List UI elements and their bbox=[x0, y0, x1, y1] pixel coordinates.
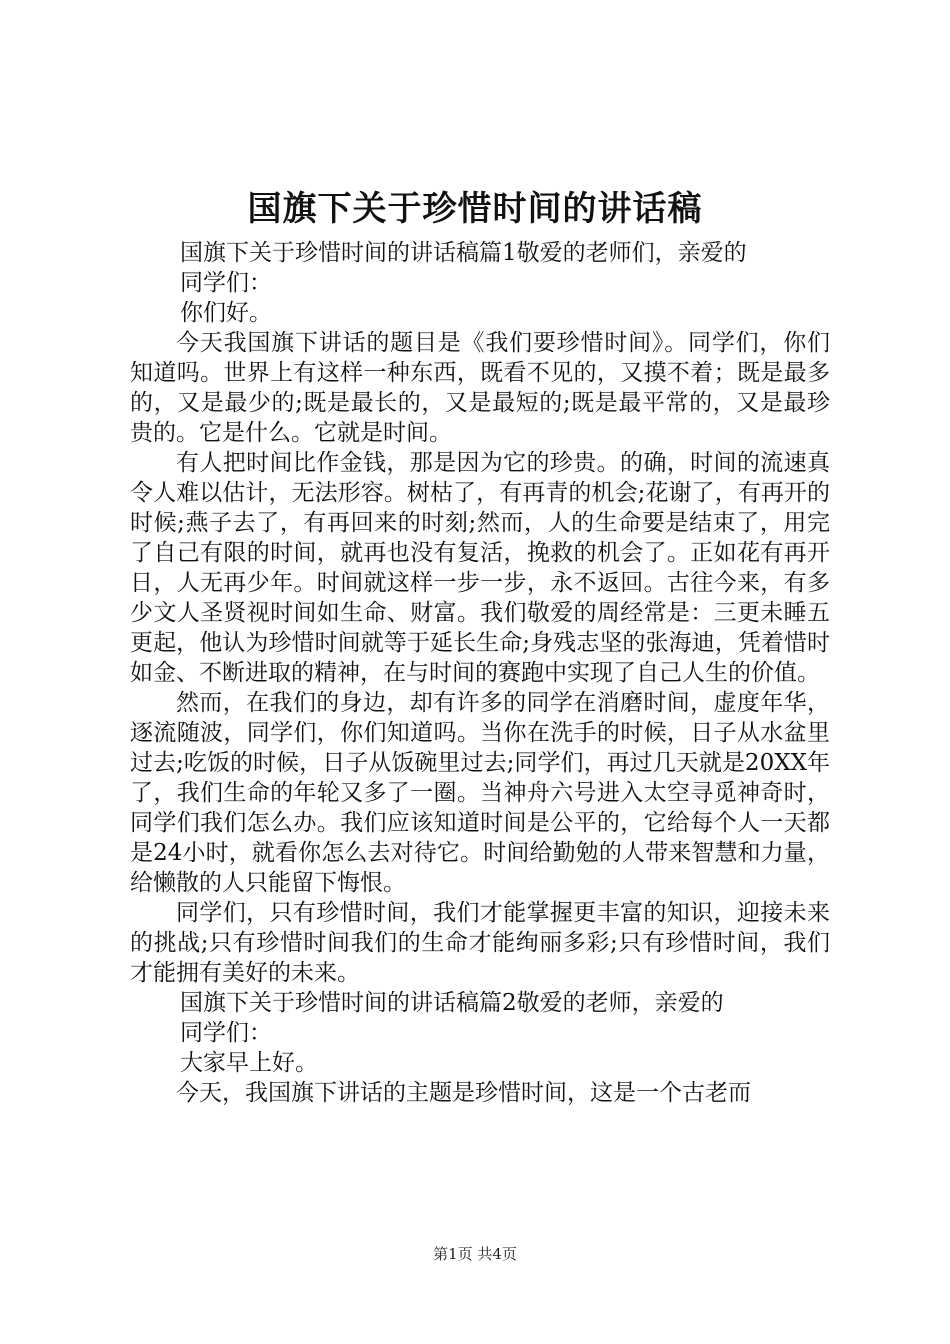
page-footer: 第1页 共4页 bbox=[433, 1245, 517, 1263]
salutation-line: 同学们： bbox=[180, 270, 272, 296]
document-title: 国旗下关于珍惜时间的讲话稿 bbox=[247, 189, 703, 229]
salutation-line: 国旗下关于珍惜时间的讲话稿篇1敬爱的老师们，亲爱的 bbox=[180, 240, 747, 266]
document-body bbox=[130, 238, 830, 1108]
body-paragraph: 同学们，只有珍惜时间，我们才能掌握更丰富的知识，迎接未来的挑战;只有珍惜时间我们的生命才能绚丽多彩;只有珍惜时间，我们才能拥有美好的未来。 bbox=[130, 900, 830, 986]
body-paragraph: 有人把时间比作金钱，那是因为它的珍贵。的确，时间的流速真令人难以估计，无法形容。树枯了，有再青的机会;花谢了，有再开的时候;燕子去了，有再回来的时刻;然而，人的生命要是结束了，用完了自己有限的时间，就再也没有复活，挽救的机会了。正如花有再开日，人无再少年。时间就这样一步一步，永不返回。古往今来，有多少文人圣贤视时间如生命、财富。我们敬爱的周经常是：三更未睡五更起，他认为珍惜时间就等于延长生命;身残志坚的张海迪，凭着惜时如金、不断进取的精神，在与时间的赛跑中实现了自己人生的价值。 bbox=[130, 450, 830, 686]
salutation-line: 国旗下关于珍惜时间的讲话稿篇2敬爱的老师，亲爱的 bbox=[180, 990, 724, 1016]
greeting-line: 你们好。 bbox=[180, 300, 272, 326]
body-paragraph: 今天我国旗下讲话的题目是《我们要珍惜时间》。同学们，你们知道吗。世界上有这样一种东西，既看不见的，又摸不着；既是最多的，又是最少的;既是最长的，又是最短的;既是最平常的，又是最珍贵的。它是什么。它就是时间。 bbox=[130, 330, 830, 446]
body-paragraph: 今天，我国旗下讲话的主题是珍惜时间，这是一个古老而 bbox=[176, 1080, 751, 1106]
salutation-line: 同学们： bbox=[180, 1020, 272, 1046]
body-paragraph: 然而，在我们的身边，却有许多的同学在消磨时间，虚度年华，逐流随波，同学们，你们知道吗。当你在洗手的时候，日子从水盆里过去;吃饭的时候，日子从饭碗里过去;同学们，再过几天就是20XX年了，我们生命的年轮又多了一圈。当神舟六号进入太空寻觅神奇时，同学们我们怎么办。我们应该知道时间是公平的，它给每个人一天都是24小时，就看你怎么去对待它。时间给勤勉的人带来智慧和力量，给懒散的人只能留下悔恨。 bbox=[130, 690, 830, 896]
greeting-line: 大家早上好。 bbox=[180, 1050, 318, 1076]
